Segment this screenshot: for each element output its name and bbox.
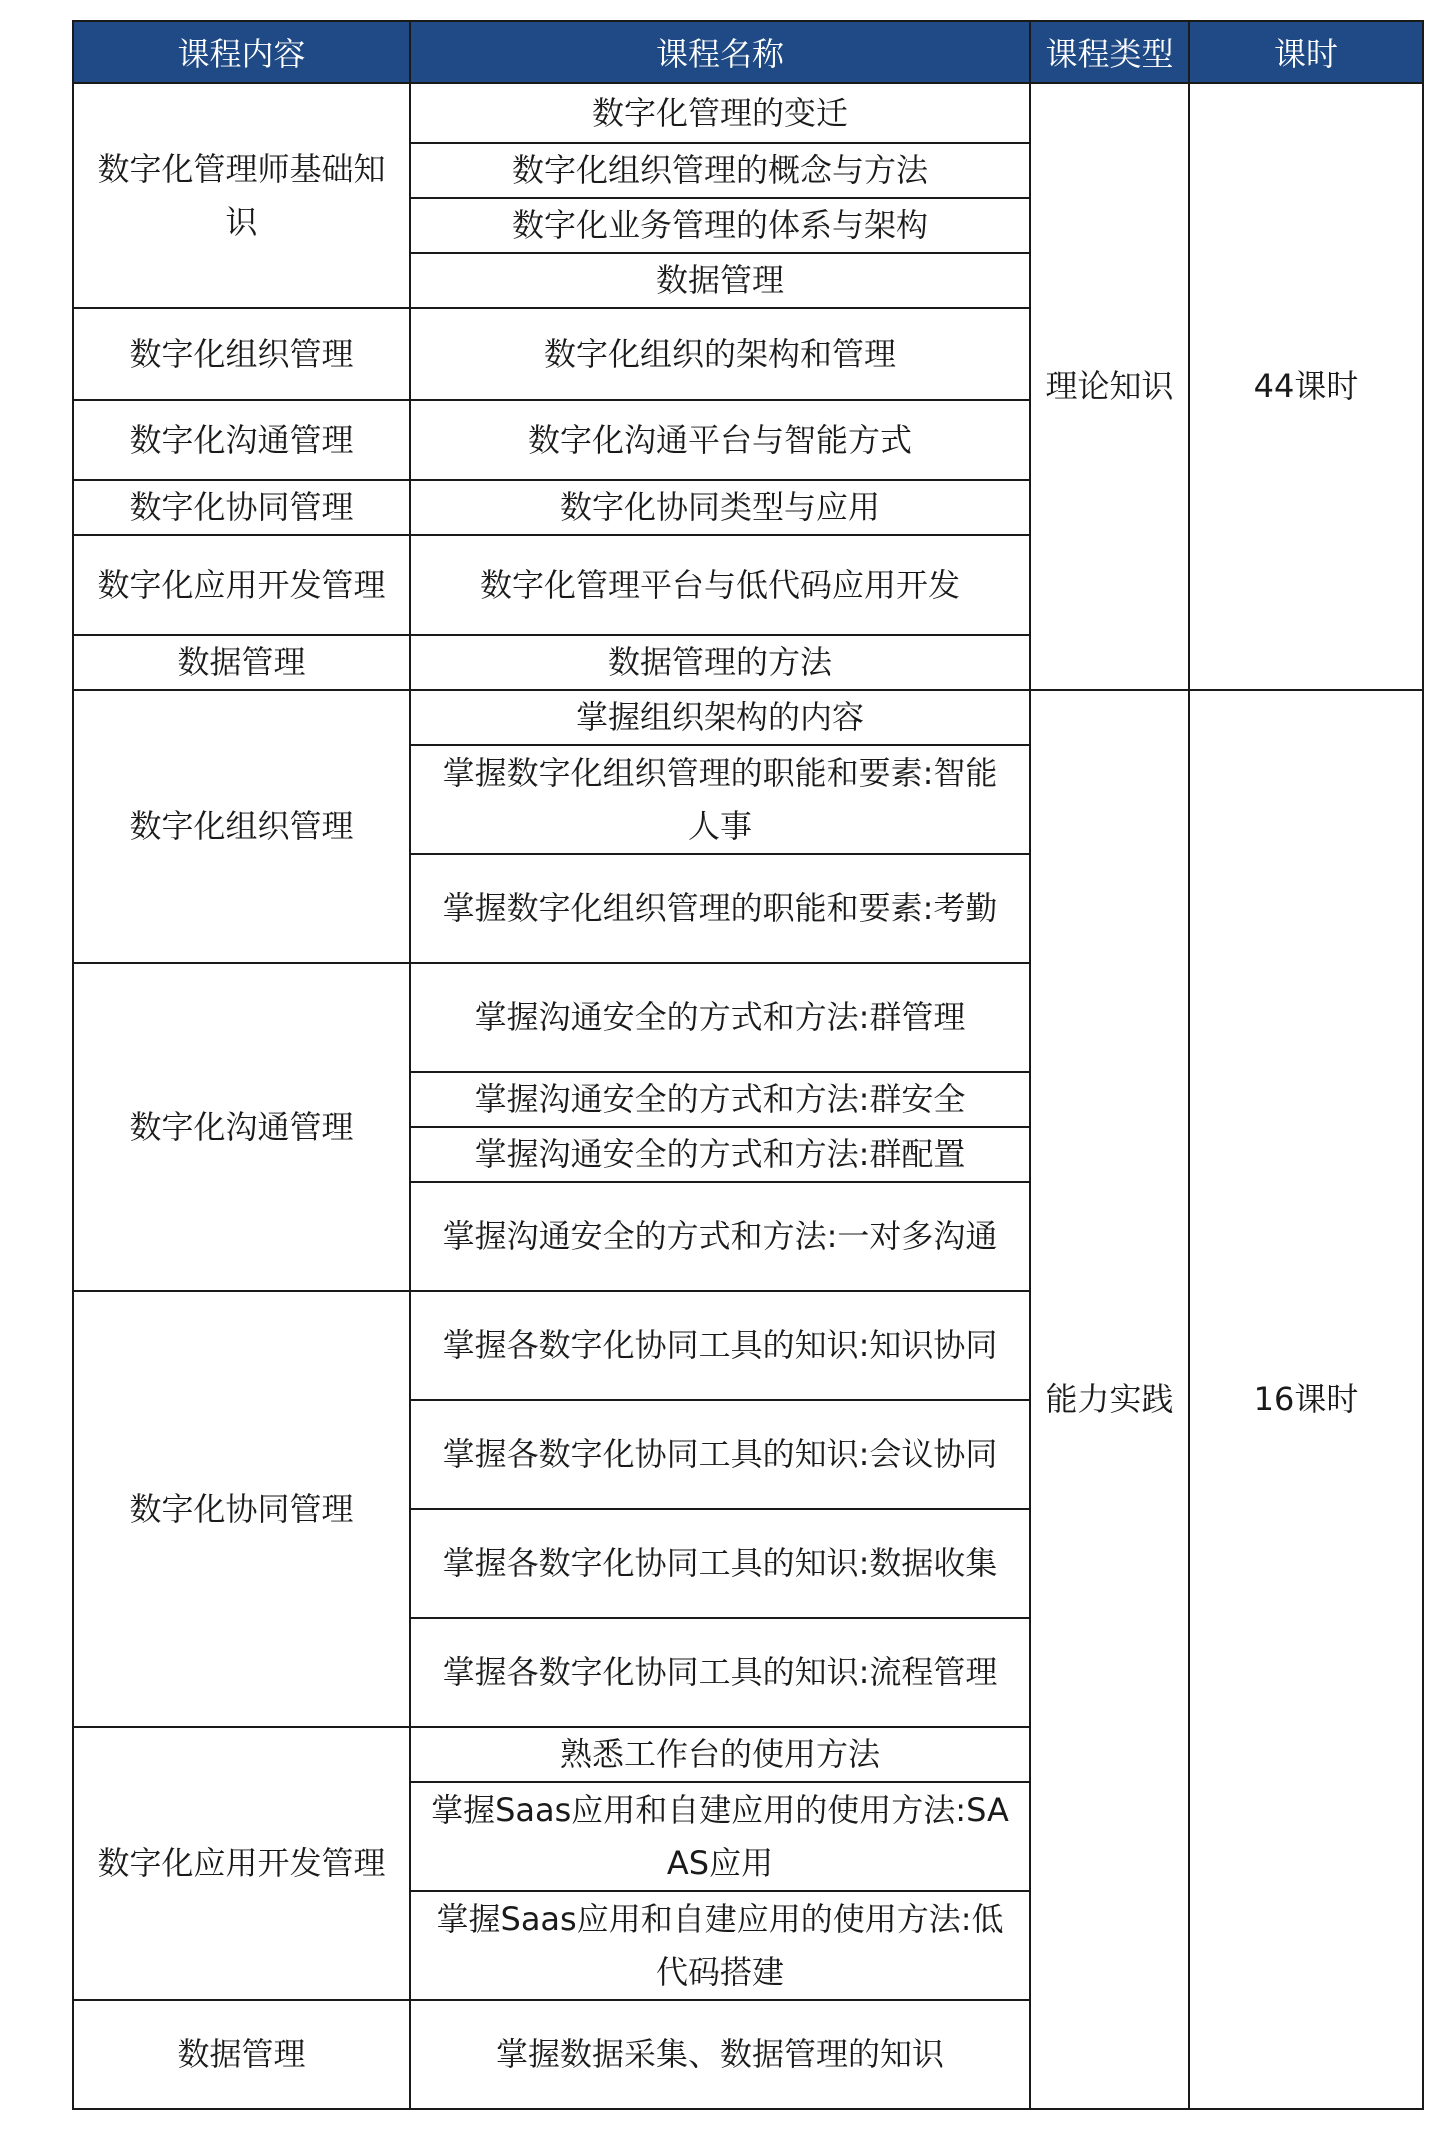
course-content-cell: 数字化沟通管理 [73, 400, 410, 480]
course-name-cell: 掌握组织架构的内容 [410, 690, 1030, 745]
course-name-cell: 掌握数字化组织管理的职能和要素:智能人事 [410, 745, 1030, 854]
course-type-cell: 理论知识 [1030, 83, 1189, 690]
course-name-cell: 数据管理 [410, 253, 1030, 308]
course-name-cell: 掌握各数字化协同工具的知识:流程管理 [410, 1618, 1030, 1727]
course-name-cell: 掌握Saas应用和自建应用的使用方法:SAAS应用 [410, 1782, 1030, 1891]
course-name-cell: 数字化业务管理的体系与架构 [410, 198, 1030, 253]
course-name-cell: 掌握各数字化协同工具的知识:数据收集 [410, 1509, 1030, 1618]
course-name-cell: 数据管理的方法 [410, 635, 1030, 690]
course-content-cell: 数字化协同管理 [73, 480, 410, 535]
course-content-cell: 数字化协同管理 [73, 1291, 410, 1727]
header-course-name: 课程名称 [410, 21, 1030, 83]
course-content-cell: 数字化沟通管理 [73, 963, 410, 1291]
course-name-cell: 数字化管理的变迁 [410, 83, 1030, 143]
course-name-cell: 掌握沟通安全的方式和方法:一对多沟通 [410, 1182, 1030, 1291]
table-row [73, 690, 1423, 745]
table-row [73, 83, 1423, 143]
header-course-type: 课程类型 [1030, 21, 1189, 83]
course-name-cell: 数字化管理平台与低代码应用开发 [410, 535, 1030, 635]
course-name-cell: 熟悉工作台的使用方法 [410, 1727, 1030, 1782]
hours-cell: 16课时 [1189, 690, 1423, 2109]
course-name-cell: 掌握数字化组织管理的职能和要素:考勤 [410, 854, 1030, 963]
course-name-cell: 数字化组织的架构和管理 [410, 308, 1030, 400]
course-name-cell: 掌握数据采集、数据管理的知识 [410, 2000, 1030, 2109]
hours-cell: 44课时 [1189, 83, 1423, 690]
course-name-cell: 掌握沟通安全的方式和方法:群安全 [410, 1072, 1030, 1127]
course-content-cell: 数字化应用开发管理 [73, 535, 410, 635]
course-type-cell: 能力实践 [1030, 690, 1189, 2109]
course-name-cell: 掌握沟通安全的方式和方法:群管理 [410, 963, 1030, 1072]
course-table [72, 20, 1424, 2110]
course-name-cell: 掌握沟通安全的方式和方法:群配置 [410, 1127, 1030, 1182]
course-content-cell: 数字化应用开发管理 [73, 1727, 410, 2000]
course-name-cell: 掌握Saas应用和自建应用的使用方法:低代码搭建 [410, 1891, 1030, 2000]
header-hours: 课时 [1189, 21, 1423, 83]
course-name-cell: 掌握各数字化协同工具的知识:知识协同 [410, 1291, 1030, 1400]
course-name-cell: 掌握各数字化协同工具的知识:会议协同 [410, 1400, 1030, 1509]
course-name-cell: 数字化协同类型与应用 [410, 480, 1030, 535]
course-content-cell: 数字化组织管理 [73, 690, 410, 963]
header-row [73, 21, 1423, 83]
course-content-cell: 数字化管理师基础知识 [73, 83, 410, 308]
course-name-cell: 数字化沟通平台与智能方式 [410, 400, 1030, 480]
header-course-content: 课程内容 [73, 21, 410, 83]
course-content-cell: 数据管理 [73, 2000, 410, 2109]
course-content-cell: 数据管理 [73, 635, 410, 690]
course-name-cell: 数字化组织管理的概念与方法 [410, 143, 1030, 198]
course-content-cell: 数字化组织管理 [73, 308, 410, 400]
